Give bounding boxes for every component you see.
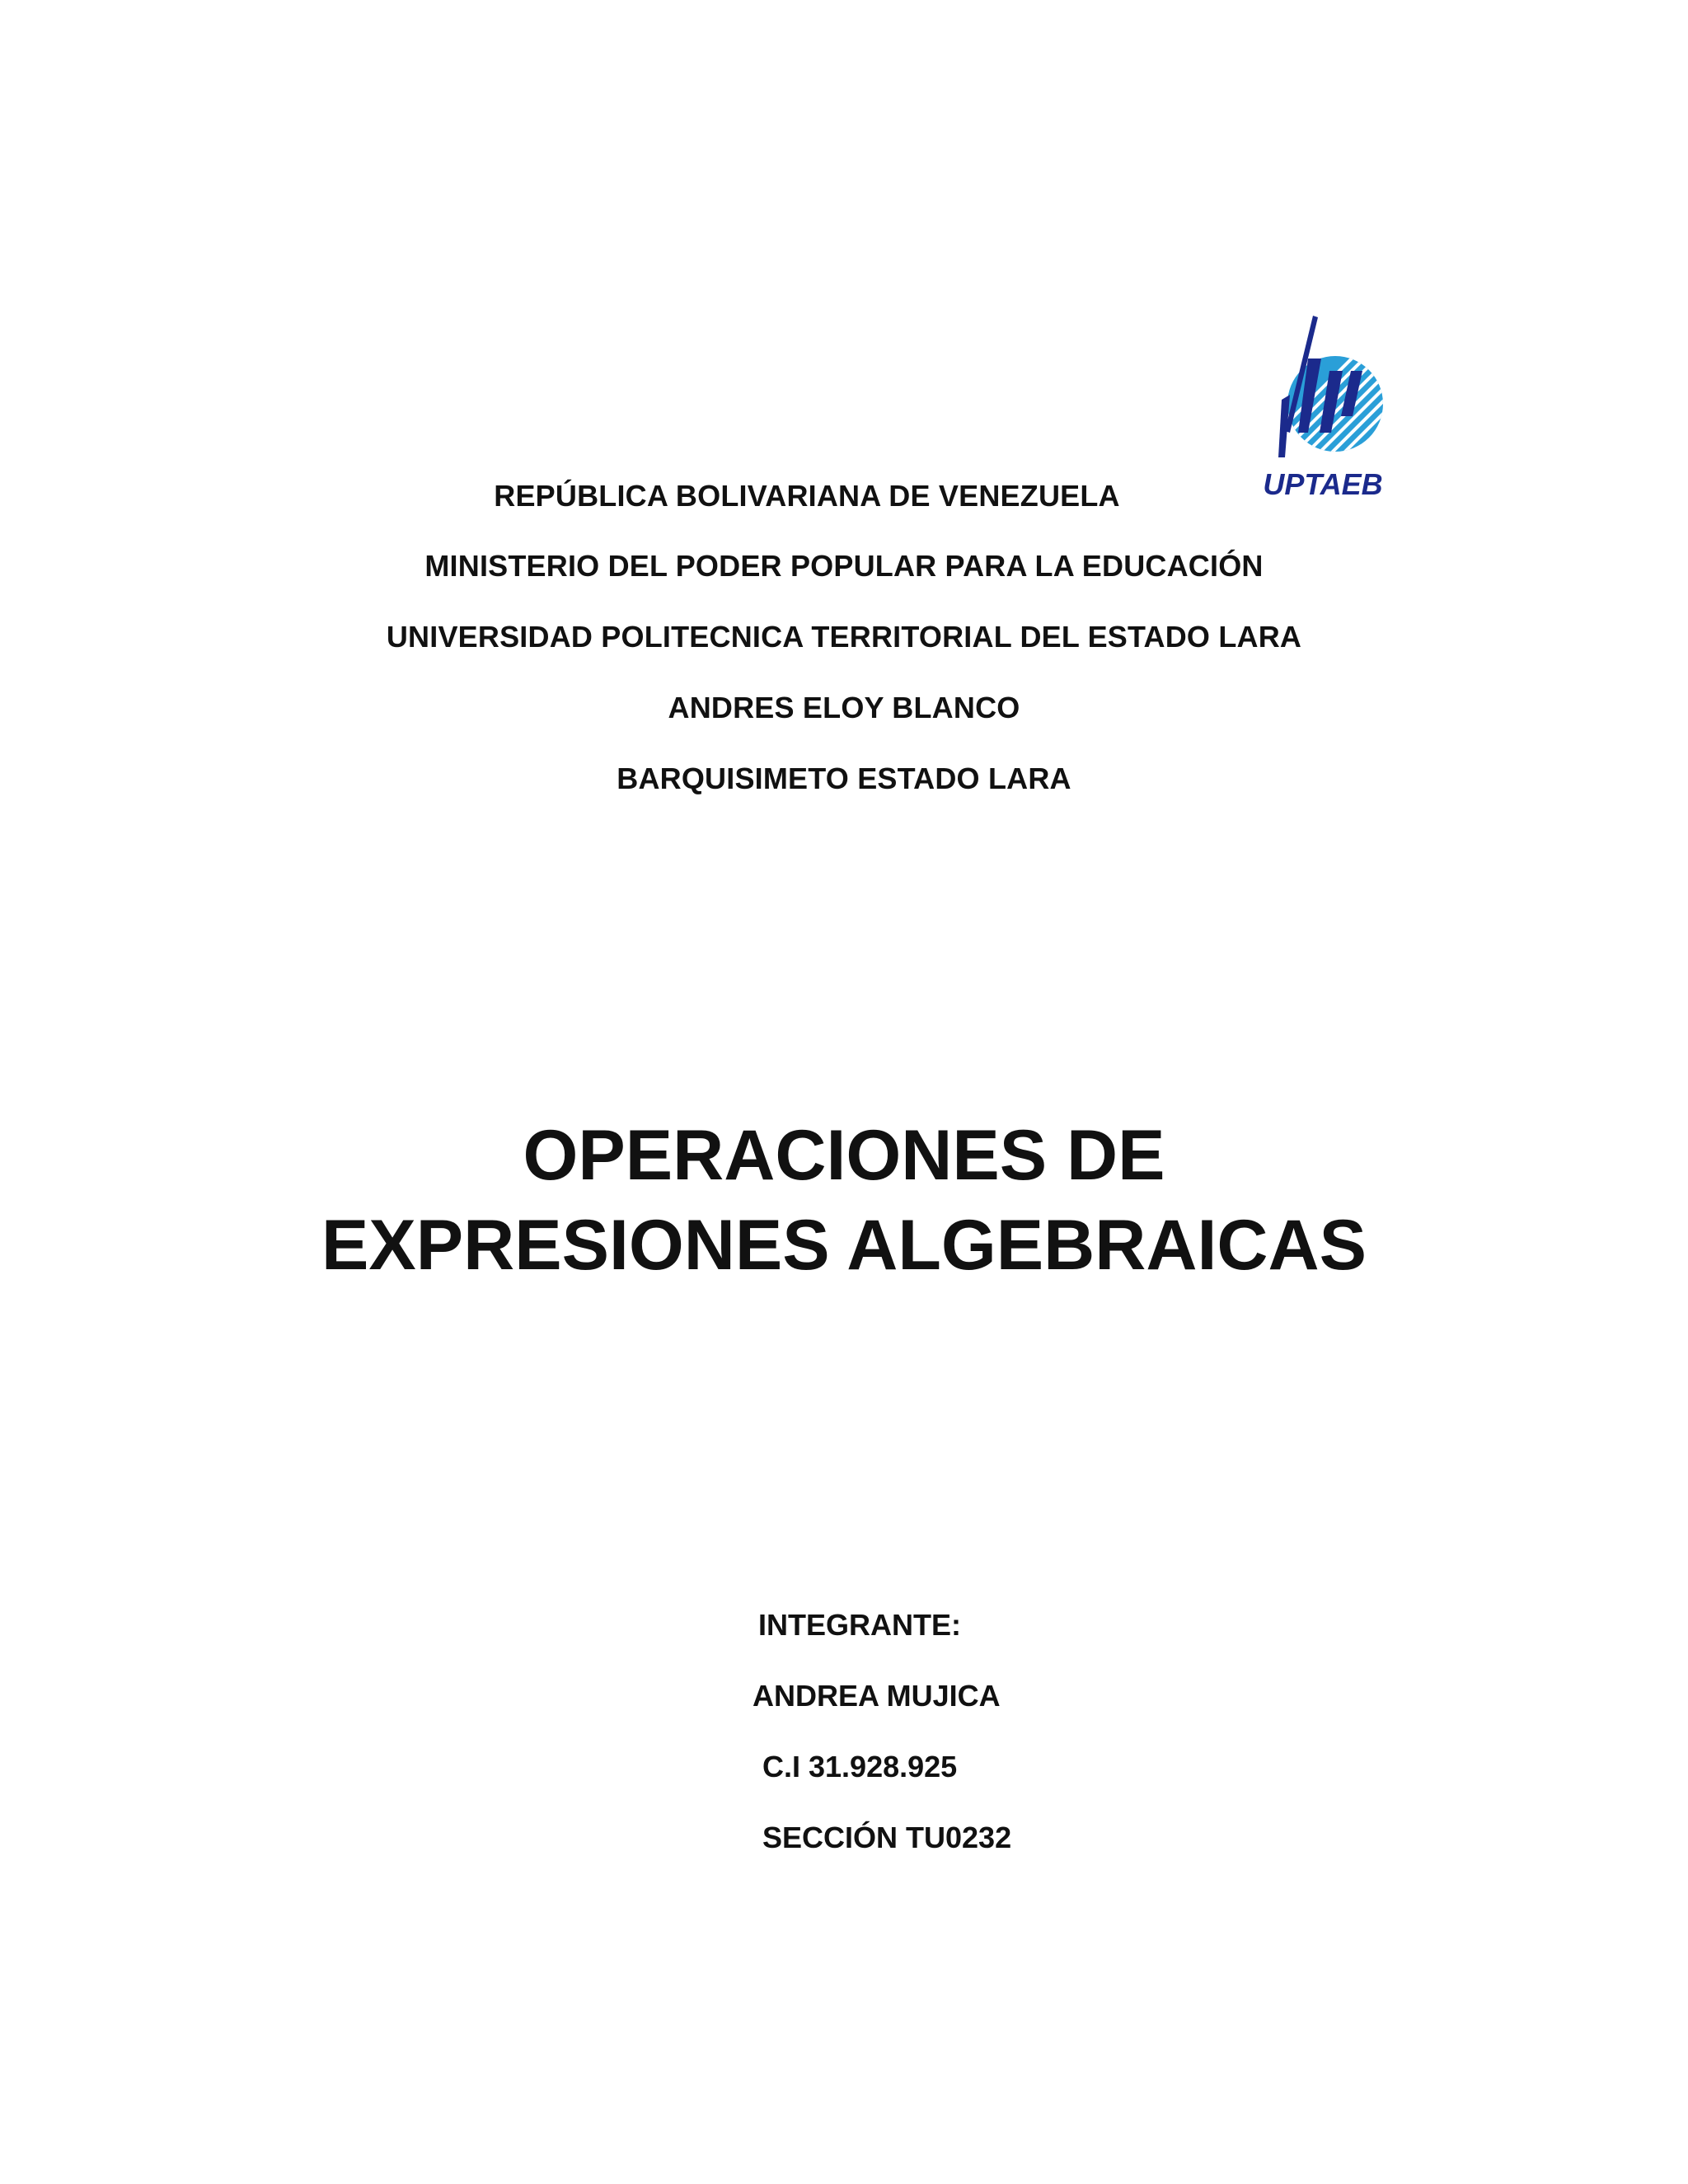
header-andres-eloy: ANDRES ELOY BLANCO bbox=[668, 691, 1020, 724]
student-label: INTEGRANTE: bbox=[758, 1608, 961, 1642]
student-section: SECCIÓN TU0232 bbox=[762, 1821, 1012, 1854]
document-title-line2: EXPRESIONES ALGEBRAICAS bbox=[321, 1206, 1367, 1285]
university-logo-icon bbox=[1257, 309, 1389, 507]
header-university: UNIVERSIDAD POLITECNICA TERRITORIAL DEL ESTADO LARA bbox=[386, 620, 1302, 654]
student-id: C.I 31.928.925 bbox=[762, 1750, 958, 1783]
header-ministry: MINISTERIO DEL PODER POPULAR PARA LA EDUCACIÓN bbox=[424, 549, 1264, 583]
header-city: BARQUISIMETO ESTADO LARA bbox=[617, 762, 1071, 795]
document-title-line1: OPERACIONES DE bbox=[523, 1116, 1165, 1195]
header-republic: REPÚBLICA BOLIVARIANA DE VENEZUELA bbox=[494, 479, 1120, 513]
svg-text:UPTAEB: UPTAEB bbox=[1263, 467, 1383, 501]
student-name: ANDREA MUJICA bbox=[753, 1679, 1001, 1713]
